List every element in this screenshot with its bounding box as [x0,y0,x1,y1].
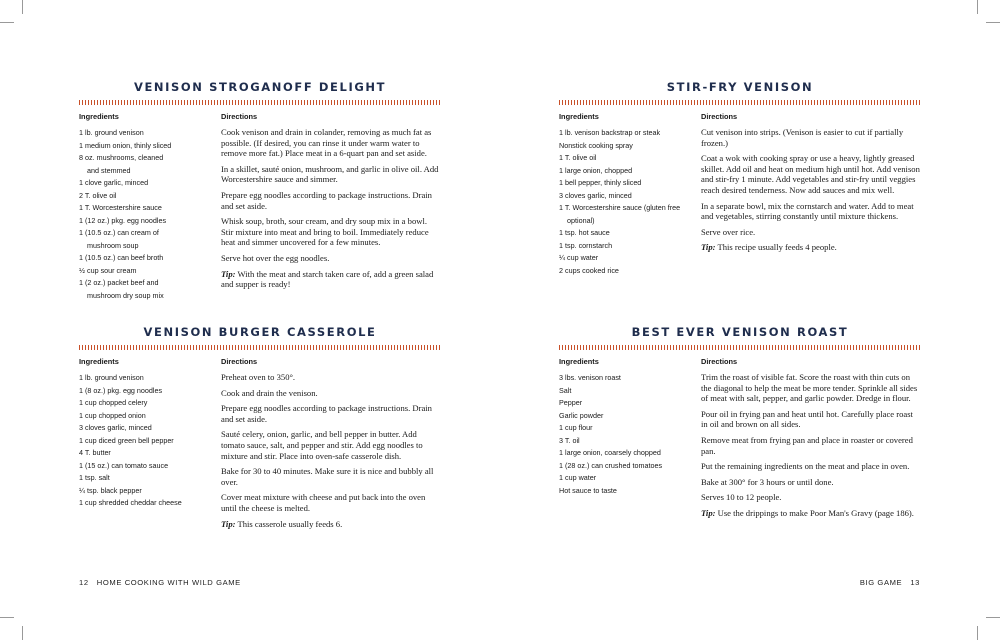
title-divider [79,100,441,105]
directions-column [701,112,921,258]
ingredient-item: 1 lb. venison backstrap or steak [559,128,661,137]
direction-step: Bake at 300° for 3 hours or until done. [701,476,834,487]
ingredient-item: Pepper [559,398,583,407]
ingredient-item: 1 (15 oz.) can tomato sauce [79,460,169,470]
ingredient-item: Hot sauce to taste [559,485,617,495]
ingredient-item: ½ cup sour cream [79,265,137,275]
recipe-tip [701,242,921,253]
recipe-title: VENISON BURGER CASSEROLE [143,325,377,339]
page-footer [860,578,920,587]
ingredient-item: 1 lb. ground venison [79,128,144,137]
ingredient-item: 3 cloves garlic, minced [559,190,632,200]
ingredients-heading: Ingredients [79,112,119,121]
ingredient-item: 1 large onion, coarsely chopped [559,448,661,457]
ingredient-item: mushroom soup [87,240,139,250]
direction-step: Whisk soup, broth, sour cream, and dry soup mix in a bowl. Stir mixture into meat and bring to boil. Immediately reduce heat and simmer uncovered for a few minutes. [221,216,429,248]
ingredient-item: 8 oz. mushrooms, cleaned [79,153,164,162]
ingredient-item: Salt [559,385,572,395]
title-divider [559,345,921,350]
page-number: 13 [910,578,920,587]
ingredient-item: 1 T. Worcestershire sauce (gluten free [559,203,681,212]
ingredient-item: 1 (28 oz.) can crushed tomatoes [559,460,663,470]
directions-column [701,357,921,524]
recipe-title: STIR-FRY VENISON [666,80,814,94]
direction-step: Coat a wok with cooking spray or use a heavy, lightly greased skillet. Add oil and heat on medium high until hot. Add venison and stir-fry 1 minute. Add vegetables and stir-fry until veggies reach desired tenderness. Now add sauces and mix well. [701,153,920,195]
ingredient-item: 1 tsp. hot sauce [559,228,610,237]
ingredients-heading: Ingredients [79,357,119,366]
direction-step: Cut venison into strips. (Venison is easier to cut if partially frozen.) [701,127,904,148]
directions-heading: Directions [221,112,258,121]
ingredients-column [559,112,697,277]
recipe-tip [221,269,441,290]
ingredient-item: 1 medium onion, thinly sliced [79,140,172,150]
tip-text: With the meat and starch taken care of, add a green salad and supper is ready! [221,268,434,290]
direction-step: Pour oil in frying pan and heat until hot. Carefully place roast in oil and brown on all sides. [701,408,913,430]
tip-text: Use the drippings to make Poor Man's Gravy (page 186). [715,507,914,518]
recipe-venison-burger-casserole [79,325,441,529]
direction-step: Preheat oven to 350°. [221,372,296,382]
direction-step: Serves 10 to 12 people. [701,492,782,503]
direction-step: Cover meat mixture with cheese and put back into the oven until the cheese is melted. [221,492,426,513]
ingredient-item: 1 tsp. cornstarch [559,240,613,250]
ingredient-item: 1 large onion, chopped [559,165,633,175]
ingredient-item: 1 clove garlic, minced [79,178,149,187]
recipe-title: BEST EVER VENISON ROAST [631,325,849,339]
ingredient-item: 1 cup diced green bell pepper [79,435,174,445]
page-number: 12 [79,578,89,587]
directions-heading: Directions [701,357,738,366]
direction-step: Prepare egg noodles according to package instructions. Drain and set aside. [221,189,432,211]
directions-heading: Directions [221,357,258,366]
tip-text: This casserole usually feeds 6. [235,518,343,529]
direction-step: Serve over rice. [701,226,756,237]
tip-label: Tip: [221,268,236,279]
ingredient-item: 3 T. oil [559,435,580,445]
ingredient-item: 1 (12 oz.) pkg. egg noodles [79,215,167,225]
ingredient-item: 1 cup water [559,473,597,482]
tip-label: Tip: [221,518,236,529]
title-divider [559,100,921,105]
direction-step: Sauté celery, onion, garlic, and bell pepper in butter. Add tomato sauce, salt, and pepper and stir. Add egg noodles to mixture and stir. Place into oven-safe casserole dish. [221,429,423,461]
ingredient-item: 1 (8 oz.) pkg. egg noodles [79,385,163,395]
recipe-tip [701,508,921,519]
ingredient-item: 1 (10.5 oz.) can cream of [79,228,159,237]
ingredient-item: 1 T. olive oil [559,153,597,162]
page-footer [79,578,241,587]
direction-step: In a separate bowl, mix the cornstarch and water. Add to meat and vegetables, stirring constantly until mixture thickens. [701,200,914,222]
ingredient-item: 1 cup chopped celery [79,398,148,407]
ingredient-item: Garlic powder [559,410,604,420]
ingredient-item: 1 lb. ground venison [79,373,144,382]
ingredient-item: 3 cloves garlic, minced [79,423,152,432]
directions-column [221,357,441,534]
ingredients-heading: Ingredients [559,112,599,121]
directions-column [221,112,441,295]
direction-step: Cook and drain the venison. [221,387,318,398]
direction-step: Put the remaining ingredients on the meat and place in oven. [701,461,910,472]
ingredient-item: 1 (10.5 oz.) can beef broth [79,253,164,262]
direction-step: Bake for 30 to 40 minutes. Make sure it is nice and bubbly all over. [221,466,434,487]
ingredients-column [559,357,697,497]
direction-step: Cook venison and drain in colander, removing as much fat as possible. (If desired, you can rinse it under warm water to remove more fat.) Place meat in a 6-quart pan and set aside. [221,127,432,159]
tip-label: Tip: [701,507,716,518]
ingredients-column [79,357,217,510]
ingredients-column [79,112,217,302]
ingredient-item: ¼ tsp. black pepper [79,485,142,495]
tip-text: This recipe usually feeds 4 people. [715,242,837,253]
direction-step: Serve hot over the egg noodles. [221,252,330,263]
ingredients-heading: Ingredients [559,357,599,366]
ingredient-item: ¼ cup water [559,253,599,262]
recipe-stir-fry-venison [559,80,921,275]
ingredient-item: 1 cup flour [559,423,593,432]
ingredient-item: 1 tsp. salt [79,473,110,482]
tip-label: Tip: [701,242,716,253]
recipe-title: VENISON STROGANOFF DELIGHT [133,80,387,94]
recipe-venison-stroganoff [79,80,441,300]
ingredient-item: 3 lbs. venison roast [559,373,621,382]
ingredient-item: and stemmed [87,165,131,175]
right-page [500,0,1000,640]
ingredient-item: 1 cup shredded cheddar cheese [79,498,182,507]
ingredient-item: 1 (2 oz.) packet beef and [79,278,159,287]
direction-step: Remove meat from frying pan and place in roaster or covered pan. [701,434,913,456]
ingredient-item: 4 T. butter [79,448,111,457]
ingredient-item: 1 T. Worcestershire sauce [79,203,162,212]
ingredient-item: optional) [567,215,595,225]
ingredient-item: 2 cups cooked rice [559,265,619,275]
direction-step: Prepare egg noodles according to package instructions. Drain and set aside. [221,403,432,424]
ingredient-item: 1 cup chopped onion [79,410,146,420]
title-divider [79,345,441,350]
directions-heading: Directions [701,112,738,121]
direction-step: In a skillet, sauté onion, mushroom, and garlic in olive oil. Add Worcestershire sauce and simmer. [221,163,439,185]
ingredient-item: 2 T. olive oil [79,190,117,200]
ingredient-item: 1 bell pepper, thinly sliced [559,178,642,187]
running-title: BIG GAME [859,578,903,587]
direction-step: Trim the roast of visible fat. Score the roast with thin cuts on the diagonal to help the meat be more tender. Sprinkle all sides of meat with salt, pepper, and garlic powder. Dredge in flour. [701,372,918,404]
ingredient-item: Nonstick cooking spray [559,140,633,150]
running-title: HOME COOKING WITH WILD GAME [96,578,241,587]
recipe-tip [221,519,441,530]
ingredient-item: mushroom dry soup mix [87,290,164,300]
recipe-best-ever-venison-roast [559,325,921,518]
